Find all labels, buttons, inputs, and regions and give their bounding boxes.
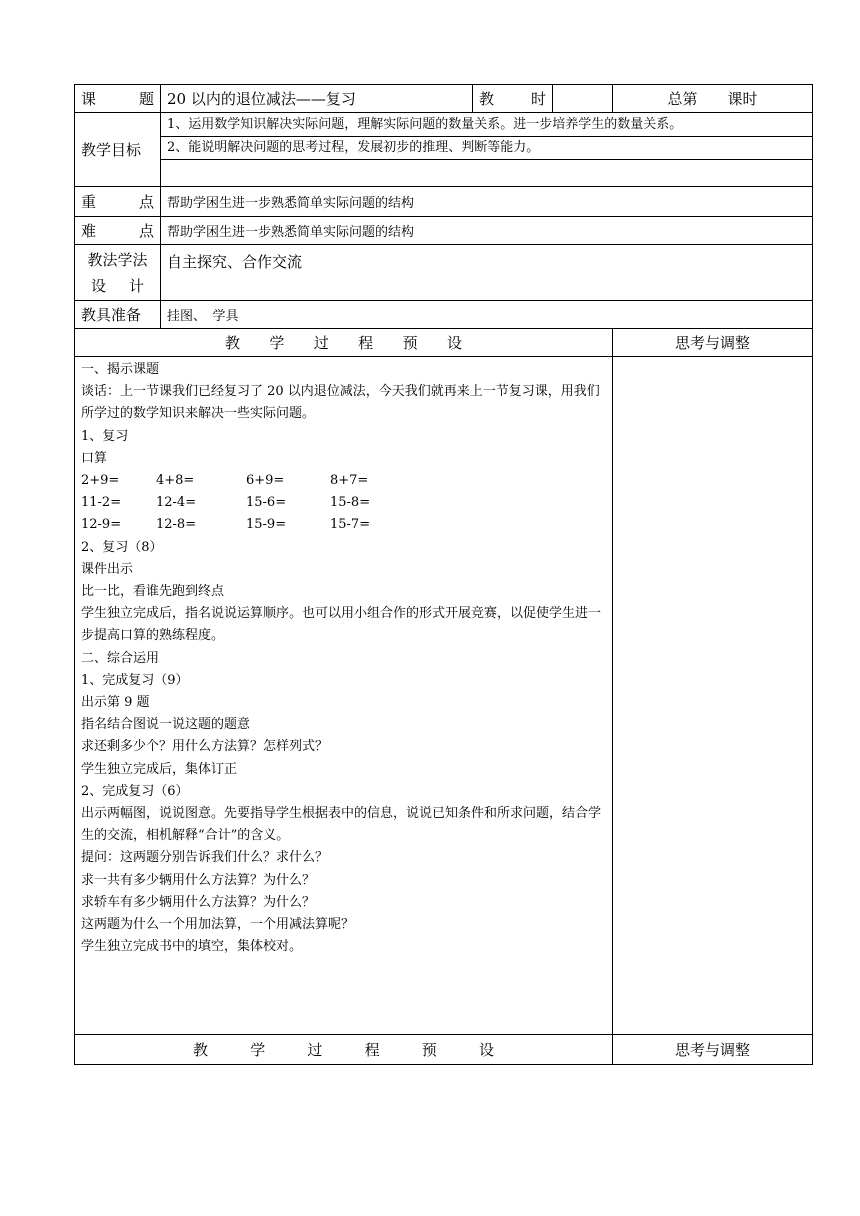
method-label-line2-char: 计 — [128, 276, 144, 295]
footer-heading-row — [75, 1035, 813, 1065]
goal-item-2: 2、能说明解决问题的思考过程，发展初步的推理、判断等能力。 — [161, 137, 812, 160]
mental-math-item: 12-9= — [81, 517, 122, 533]
process-line: 求轿车有多少辆用什么方法算？为什么？ — [81, 894, 316, 910]
footer-process-heading-char: 学 — [250, 1041, 266, 1059]
period-label-cell — [473, 85, 553, 113]
mental-math-item: 2+9= — [81, 473, 120, 489]
process-lines-intro — [81, 359, 606, 470]
goal-item-3 — [161, 160, 812, 186]
footer-process-heading-char: 预 — [421, 1041, 437, 1059]
mental-math-item: 12-8= — [156, 517, 197, 533]
footer-process-heading-char: 教 — [193, 1041, 209, 1059]
topic-row — [75, 85, 813, 113]
method-row — [75, 245, 813, 301]
method-value: 自主探究、合作交流 — [161, 245, 813, 301]
goals-label: 教学目标 — [75, 113, 161, 187]
footer-process-heading-char: 过 — [307, 1041, 323, 1059]
period-value — [553, 85, 613, 113]
key-point-label-cell — [75, 187, 161, 217]
difficulty-value: 帮助学困生进一步熟悉简单实际问题的结构 — [161, 217, 813, 245]
process-line: 口算 — [81, 450, 108, 466]
mental-math-item: 4+8= — [156, 473, 195, 489]
key-point-label-char: 点 — [138, 193, 154, 211]
process-line: 二、综合运用 — [81, 650, 160, 666]
process-line: 谈话：上一节课我们已经复习了 20 以内退位减法，今天我们就再来上一节复习课，用我们所学过的数学知识来解决一些实际问题。 — [81, 384, 600, 422]
period-label-char: 时 — [530, 90, 546, 108]
difficulty-label-cell — [75, 217, 161, 245]
process-heading-char: 过 — [313, 334, 329, 352]
mental-math-item: 6+9= — [246, 473, 285, 489]
process-line: 求一共有多少辆用什么方法算？为什么？ — [81, 872, 316, 888]
difficulty-label-char: 难 — [81, 222, 97, 240]
process-line: 1、复习 — [81, 428, 129, 444]
process-line: 2、完成复习（6） — [81, 783, 189, 799]
process-heading-cell — [75, 329, 613, 357]
process-line: 学生独立完成后，指名说说运算顺序。也可以用小组合作的形式开展竞赛，以促使学生进一步提高口算的熟练程度。 — [81, 606, 602, 644]
tools-value: 挂图、 学具 — [161, 301, 813, 329]
footer-reflect-heading: 思考与调整 — [613, 1035, 813, 1065]
process-line: 提问：这两题分别告诉我们什么？求什么？ — [81, 850, 329, 866]
tools-row — [75, 301, 813, 329]
lesson-plan-table — [74, 84, 813, 1065]
key-point-value: 帮助学困生进一步熟悉简单实际问题的结构 — [161, 187, 813, 217]
process-line: 学生独立完成书中的填空，集体校对。 — [81, 939, 303, 955]
process-lines-main — [81, 537, 606, 959]
lesson-plan-sheet — [74, 84, 812, 1065]
key-point-label-char: 重 — [81, 193, 97, 211]
mental-math-row — [81, 470, 606, 492]
mental-math-item: 8+7= — [330, 473, 369, 489]
period-label — [479, 88, 546, 109]
difficulty-label-char: 点 — [138, 222, 154, 240]
topic-label-char: 题 — [138, 90, 154, 108]
process-heading-row — [75, 329, 813, 357]
process-line: 这两题为什么一个用加法算，一个用减法算呢？ — [81, 917, 355, 933]
footer-process-heading-char: 程 — [364, 1041, 380, 1059]
process-line: 一、揭示课题 — [81, 362, 160, 377]
process-heading-char: 学 — [269, 334, 285, 352]
difficulty-row — [75, 217, 813, 245]
reflect-heading: 思考与调整 — [613, 329, 813, 357]
key-point-row — [75, 187, 813, 217]
goal-item-1: 1、运用数学知识解决实际问题，理解实际问题的数量关系。进一步培养学生的数量关系。 — [161, 114, 812, 137]
mental-math-row — [81, 514, 606, 536]
key-point-label — [81, 191, 154, 212]
method-label-line2 — [81, 273, 154, 299]
total-period-label: 总第 课时 — [613, 85, 813, 113]
method-label-line1: 教法学法 — [87, 250, 148, 269]
process-line: 2、复习（8） — [81, 539, 163, 555]
footer-process-heading-char: 设 — [478, 1041, 494, 1059]
mental-math-item: 11-2= — [81, 495, 122, 511]
topic-label-cell — [75, 85, 161, 113]
topic-label — [81, 88, 154, 109]
process-line: 出示第 9 题 — [81, 695, 150, 711]
process-heading-char: 设 — [446, 334, 462, 352]
method-label-cell — [75, 245, 161, 301]
topic-value: 20 以内的退位减法——复习 — [161, 85, 473, 113]
goals-list — [161, 113, 813, 187]
process-heading-char: 教 — [225, 334, 241, 352]
process-body — [75, 357, 613, 1035]
process-line: 比一比，看谁先跑到终点 — [81, 584, 225, 600]
topic-label-char: 课 — [81, 90, 97, 108]
mental-math-item: 15-8= — [330, 495, 371, 511]
mental-math-item: 15-7= — [330, 517, 371, 533]
difficulty-label — [81, 220, 154, 241]
mental-math-item: 12-4= — [156, 495, 197, 511]
mental-math-item: 15-9= — [246, 517, 287, 533]
process-heading-char: 程 — [358, 334, 374, 352]
goals-row — [75, 113, 813, 187]
process-line: 学生独立完成后，集体订正 — [81, 761, 238, 777]
method-label-line2-char: 设 — [91, 276, 107, 295]
mental-math-item: 15-6= — [246, 495, 287, 511]
process-heading-char: 预 — [402, 334, 418, 352]
process-line: 出示两幅图，说说图意。先要指导学生根据表中的信息，说说已知条件和所求问题，结合学生的交流，相机解释“合计”的含义。 — [81, 806, 602, 844]
footer-process-heading — [193, 1039, 494, 1060]
process-line: 求还剩多少个？用什么方法算？怎样列式？ — [81, 739, 329, 755]
reflect-body — [613, 357, 813, 1035]
process-body-row — [75, 357, 813, 1035]
footer-heading-cell — [75, 1035, 613, 1065]
process-line: 1、完成复习（9） — [81, 672, 189, 688]
tools-label: 教具准备 — [75, 301, 161, 329]
process-heading — [225, 332, 462, 353]
process-line: 课件出示 — [81, 561, 134, 577]
process-line: 指名结合图说一说这题的题意 — [81, 717, 251, 733]
mental-math-grid — [81, 470, 606, 537]
mental-math-row — [81, 492, 606, 514]
period-label-char: 教 — [479, 90, 495, 108]
